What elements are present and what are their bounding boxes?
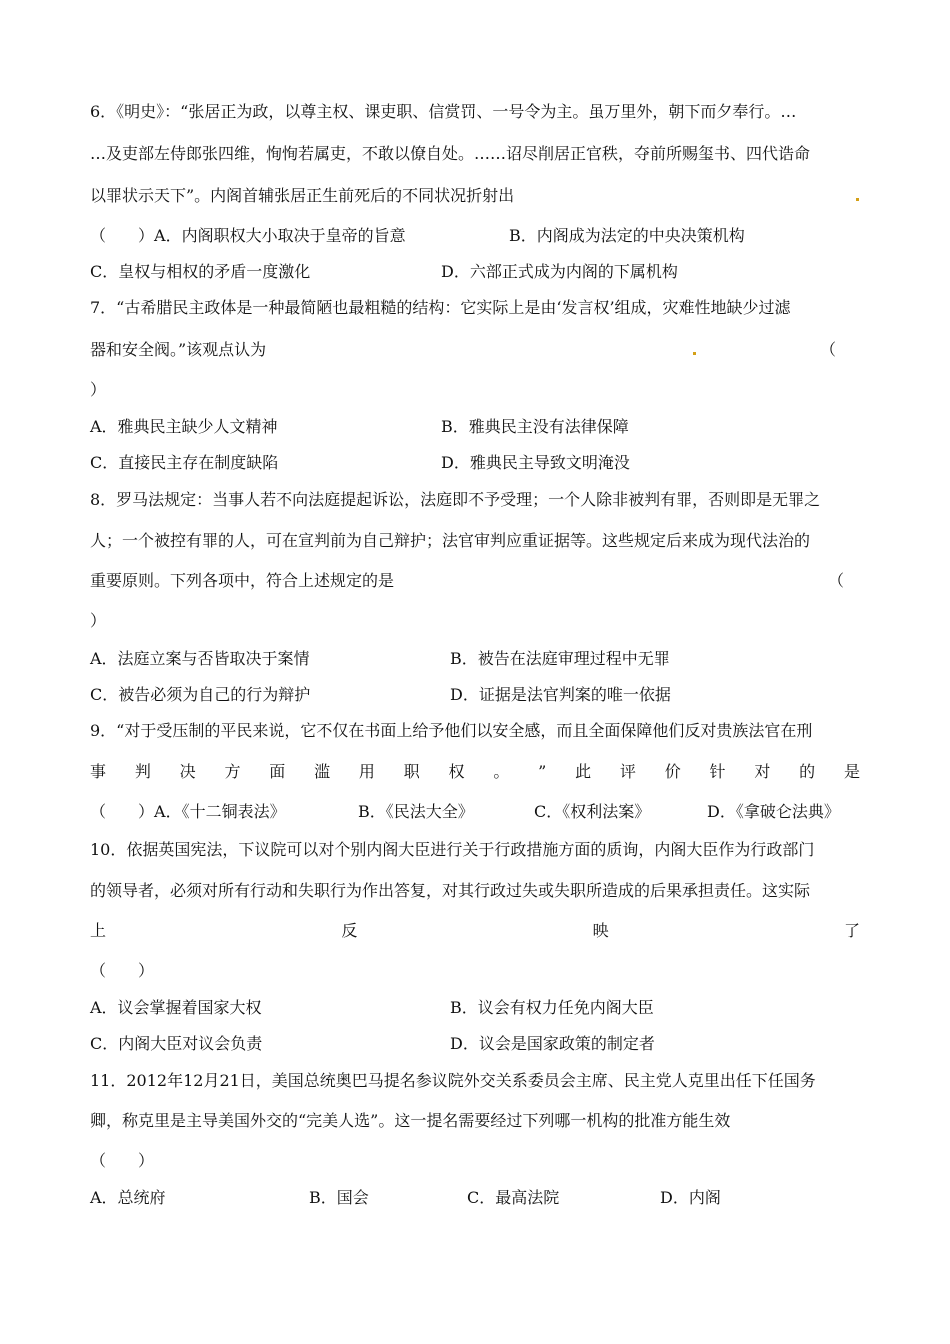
q11-option-a: A．总统府 [90, 1188, 166, 1207]
q8-paren-close: ） [90, 611, 107, 630]
q7-option-d: D．雅典民主导致文明淹没 [441, 453, 630, 472]
q6-option-c: C．皇权与相权的矛盾一度激化 [90, 262, 311, 281]
q8-option-b: B．被告在法庭审理过程中无罪 [450, 649, 670, 668]
q9-l2-char: 职 [403, 762, 420, 781]
q9-l2-char: 对 [754, 762, 771, 781]
q9-l2-char: 决 [179, 762, 196, 781]
q10-line-3 [90, 921, 860, 941]
q9-line-1: 9．“对于受压制的平民来说，它不仅在书面上给予他们以安全感，而且全面保障他们反对贵族法官在刑 [90, 721, 813, 740]
q10-line-1: 10．依据英国宪法，下议院可以对个别内阁大臣进行关于行政措施方面的质询，内阁大臣作为行政部门 [90, 840, 815, 859]
q9-l2-char: 事 [90, 762, 107, 781]
q10-answer-paren: （ ） [90, 961, 155, 980]
q9-l2-char: 评 [619, 762, 636, 781]
q7-paren-open: （ [820, 340, 837, 359]
q10-option-c: C．内阁大臣对议会负责 [90, 1034, 263, 1053]
q11-option-b: B．国会 [309, 1188, 369, 1207]
q9-l2-char: 的 [799, 762, 816, 781]
q9-l2-char: 用 [358, 762, 375, 781]
q9-l2-char: 方 [224, 762, 241, 781]
q10-l3-char: 上 [90, 921, 107, 940]
q9-l2-char: 滥 [314, 762, 331, 781]
q10-l3-char: 映 [592, 921, 609, 940]
q7-option-a: A．雅典民主缺少人文精神 [90, 417, 278, 436]
q6-option-d: D．六部正式成为内阁的下属机构 [441, 262, 678, 281]
q7-line-2: 器和安全阀。”该观点认为 [90, 340, 267, 359]
q9-l2-char: 针 [709, 762, 726, 781]
q9-line-2 [90, 762, 860, 782]
q11-line-1: 11．2012年12月21日，美国总统奥巴马提名参议院外交关系委员会主席、民主党人克里出任下任国务 [90, 1071, 816, 1090]
q8-paren-open: （ [828, 571, 845, 590]
q7-paren-close: ） [90, 380, 107, 399]
q9-l2-char: 价 [664, 762, 681, 781]
q9-l2-char: ” [538, 762, 547, 781]
q9-option-d: D．《拿破仑法典》 [707, 802, 840, 821]
decorative-dot [693, 352, 696, 355]
q6-line-3: 以罪状示天下”。内阁首辅张居正生前死后的不同状况折射出 [90, 186, 515, 205]
q9-answer-paren: （ ） [90, 802, 155, 821]
q7-option-c: C．直接民主存在制度缺陷 [90, 453, 279, 472]
q8-option-c: C．被告必须为自己的行为辩护 [90, 685, 311, 704]
q7-option-b: B．雅典民主没有法律保障 [441, 417, 629, 436]
q8-option-a: A．法庭立案与否皆取决于案情 [90, 649, 310, 668]
q9-l2-char: 面 [269, 762, 286, 781]
q8-option-d: D．证据是法官判案的唯一依据 [450, 685, 671, 704]
q11-option-c: C．最高法院 [467, 1188, 560, 1207]
q9-option-a: （ ）A．《十二铜表法》 [90, 802, 286, 821]
q6-line-1: 6．《明史》：“张居正为政，以尊主权、课吏职、信赏罚、一号令为主。虽万里外，朝下而夕奉行。… [90, 102, 797, 121]
q10-option-a: A．议会掌握着国家大权 [90, 998, 262, 1017]
q9-l2-char: 。 [493, 762, 510, 781]
q9-option-b: B．《民法大全》 [358, 802, 474, 821]
q10-l3-char: 了 [843, 921, 860, 940]
q10-option-d: D．议会是国家政策的制定者 [450, 1034, 655, 1053]
q6-answer-paren: （ ） [90, 226, 155, 245]
q10-l3-char: 反 [341, 921, 358, 940]
q8-line-2: 人；一个被控有罪的人，可在宣判前为自己辩护；法官审判应重证据等。这些规定后来成为现代法治的 [90, 531, 811, 550]
q8-line-3: 重要原则。下列各项中，符合上述规定的是 [90, 571, 395, 590]
q6-line-2: …及吏部左侍郎张四维，恂恂若属吏，不敢以僚自处。……诏尽削居正官秩，夺前所赐玺书、四代诰命 [90, 144, 811, 163]
q8-line-1: 8．罗马法规定：当事人若不向法庭提起诉讼，法庭即不予受理；一个人除非被判有罪，否则即是无罪之 [90, 490, 821, 509]
q9-l2-char: 权 [448, 762, 465, 781]
q6-option-a: （ ）A．内阁职权大小取决于皇帝的旨意 [90, 226, 406, 245]
q7-line-1: 7．“古希腊民主政体是一种最简陋也最粗糙的结构：它实际上是由‘发言权’组成，灾难性地缺少过滤 [90, 298, 791, 317]
q11-option-d: D．内阁 [660, 1188, 721, 1207]
q10-option-b: B．议会有权力任免内阁大臣 [450, 998, 654, 1017]
q9-l2-char: 判 [134, 762, 151, 781]
q11-answer-paren: （ ） [90, 1151, 155, 1170]
q9-option-c: C．《权利法案》 [534, 802, 651, 821]
q10-line-2: 的领导者，必须对所有行动和失职行为作出答复，对其行政过失或失职所造成的后果承担责任。这实际 [90, 881, 811, 900]
q6-option-b: B．内阁成为法定的中央决策机构 [509, 226, 745, 245]
q9-l2-char: 此 [575, 762, 592, 781]
decorative-dot [856, 198, 859, 201]
q11-line-2: 卿，称克里是主导美国外交的“完美人选”。这一提名需要经过下列哪一机构的批准方能生效 [90, 1111, 731, 1130]
q9-l2-char: 是 [843, 762, 860, 781]
